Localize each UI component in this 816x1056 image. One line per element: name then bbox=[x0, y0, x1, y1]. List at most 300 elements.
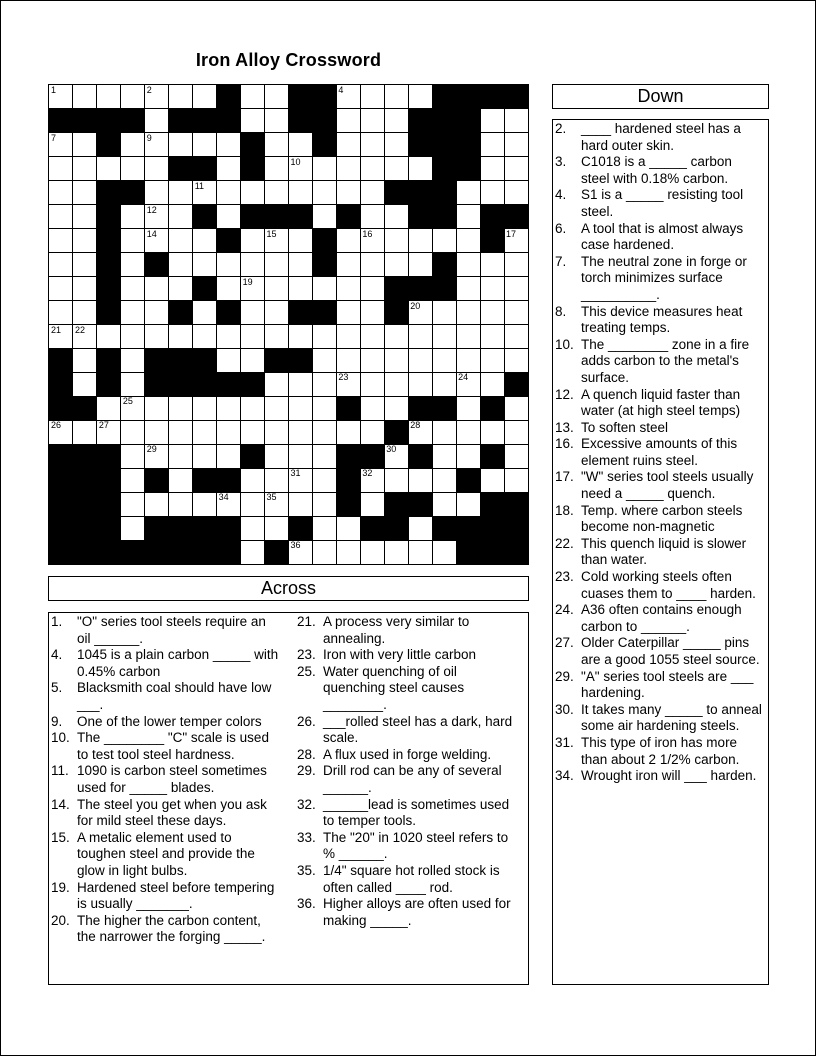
grid-cell[interactable] bbox=[336, 133, 360, 157]
across-clues-column-2 bbox=[297, 614, 522, 929]
grid-cell[interactable] bbox=[504, 325, 528, 349]
grid-cell[interactable] bbox=[169, 420, 193, 444]
grid-cell[interactable] bbox=[336, 277, 360, 301]
grid-cell-black bbox=[432, 253, 456, 277]
grid-cell[interactable] bbox=[49, 205, 73, 229]
grid-cell[interactable] bbox=[217, 181, 241, 205]
grid-cell[interactable] bbox=[504, 444, 528, 468]
grid-cell[interactable] bbox=[504, 157, 528, 181]
grid-cell[interactable] bbox=[289, 420, 313, 444]
grid-cell-black bbox=[145, 253, 169, 277]
grid-cell[interactable] bbox=[384, 372, 408, 396]
grid-cell[interactable] bbox=[504, 468, 528, 492]
grid-cell[interactable] bbox=[145, 109, 169, 133]
grid-cell[interactable] bbox=[336, 229, 360, 253]
grid-cell[interactable] bbox=[408, 348, 432, 372]
grid-cell[interactable] bbox=[360, 468, 384, 492]
grid-cell[interactable] bbox=[121, 420, 145, 444]
grid-cell[interactable] bbox=[289, 325, 313, 349]
grid-cell[interactable] bbox=[384, 205, 408, 229]
grid-cell[interactable] bbox=[336, 301, 360, 325]
grid-cell[interactable] bbox=[265, 181, 289, 205]
grid-cell[interactable] bbox=[193, 396, 217, 420]
grid-cell[interactable] bbox=[145, 181, 169, 205]
grid-cell[interactable] bbox=[432, 348, 456, 372]
grid-cell[interactable] bbox=[241, 468, 265, 492]
grid-cell[interactable] bbox=[217, 157, 241, 181]
grid-cell[interactable] bbox=[241, 516, 265, 540]
grid-cell[interactable] bbox=[312, 444, 336, 468]
grid-cell[interactable] bbox=[145, 205, 169, 229]
across-clue bbox=[51, 680, 281, 713]
grid-cell[interactable] bbox=[121, 157, 145, 181]
grid-cell[interactable] bbox=[121, 253, 145, 277]
grid-cell[interactable] bbox=[432, 229, 456, 253]
grid-cell[interactable] bbox=[432, 325, 456, 349]
grid-cell[interactable] bbox=[504, 253, 528, 277]
grid-cell[interactable] bbox=[360, 109, 384, 133]
grid-cell[interactable] bbox=[360, 325, 384, 349]
grid-cell[interactable] bbox=[145, 492, 169, 516]
grid-cell[interactable] bbox=[504, 420, 528, 444]
down-clue bbox=[555, 187, 763, 220]
grid-cell[interactable] bbox=[289, 181, 313, 205]
down-clue-text: This quench liquid is slower than water. bbox=[581, 535, 747, 568]
grid-cell[interactable] bbox=[73, 277, 97, 301]
grid-cell[interactable] bbox=[480, 157, 504, 181]
grid-cell[interactable] bbox=[312, 468, 336, 492]
grid-cell[interactable] bbox=[217, 325, 241, 349]
grid-cell[interactable] bbox=[408, 420, 432, 444]
grid-cell[interactable] bbox=[217, 444, 241, 468]
grid-cell[interactable] bbox=[384, 229, 408, 253]
grid-cell-black bbox=[121, 540, 145, 564]
grid-cell[interactable] bbox=[384, 133, 408, 157]
grid-cell[interactable] bbox=[121, 492, 145, 516]
across-clue bbox=[51, 913, 281, 946]
grid-cell[interactable] bbox=[169, 229, 193, 253]
grid-cell[interactable] bbox=[432, 372, 456, 396]
grid-cell[interactable] bbox=[408, 157, 432, 181]
grid-cell[interactable] bbox=[217, 492, 241, 516]
grid-cell[interactable] bbox=[456, 420, 480, 444]
grid-cell[interactable] bbox=[336, 348, 360, 372]
grid-cell[interactable] bbox=[289, 133, 313, 157]
grid-cell[interactable] bbox=[97, 85, 121, 109]
grid-cell[interactable] bbox=[384, 253, 408, 277]
grid-cell[interactable] bbox=[408, 85, 432, 109]
grid-cell[interactable] bbox=[432, 301, 456, 325]
grid-cell[interactable] bbox=[360, 253, 384, 277]
grid-cell[interactable] bbox=[408, 301, 432, 325]
grid-cell[interactable] bbox=[73, 372, 97, 396]
grid-cell[interactable] bbox=[193, 325, 217, 349]
grid-cell[interactable] bbox=[384, 396, 408, 420]
grid-cell[interactable] bbox=[241, 325, 265, 349]
grid-cell[interactable] bbox=[193, 253, 217, 277]
grid-cell[interactable] bbox=[456, 444, 480, 468]
grid-cell[interactable] bbox=[73, 181, 97, 205]
grid-cell[interactable] bbox=[480, 133, 504, 157]
grid-cell[interactable] bbox=[121, 468, 145, 492]
grid-cell[interactable] bbox=[169, 253, 193, 277]
grid-cell[interactable] bbox=[49, 157, 73, 181]
grid-cell[interactable] bbox=[49, 85, 73, 109]
grid-cell[interactable] bbox=[360, 492, 384, 516]
grid-cell[interactable] bbox=[289, 396, 313, 420]
grid-cell[interactable] bbox=[241, 253, 265, 277]
grid-cell-black bbox=[289, 85, 313, 109]
grid-cell[interactable] bbox=[312, 181, 336, 205]
grid-cell[interactable] bbox=[121, 516, 145, 540]
grid-cell[interactable] bbox=[289, 372, 313, 396]
grid-cell[interactable] bbox=[336, 372, 360, 396]
across-clue bbox=[297, 797, 522, 830]
grid-cell[interactable] bbox=[241, 229, 265, 253]
grid-cell[interactable] bbox=[312, 157, 336, 181]
grid-cell[interactable] bbox=[97, 325, 121, 349]
grid-cell[interactable] bbox=[504, 348, 528, 372]
grid-cell[interactable] bbox=[384, 468, 408, 492]
clue-number: 26 bbox=[51, 420, 62, 431]
grid-cell[interactable] bbox=[49, 277, 73, 301]
grid-cell[interactable] bbox=[265, 85, 289, 109]
grid-cell[interactable] bbox=[360, 420, 384, 444]
grid-cell[interactable] bbox=[480, 253, 504, 277]
grid-cell[interactable] bbox=[265, 492, 289, 516]
grid-cell[interactable] bbox=[265, 516, 289, 540]
grid-cell[interactable] bbox=[312, 516, 336, 540]
grid-cell[interactable] bbox=[336, 85, 360, 109]
grid-cell[interactable] bbox=[456, 396, 480, 420]
grid-cell[interactable] bbox=[265, 468, 289, 492]
grid-cell[interactable] bbox=[241, 420, 265, 444]
grid-cell[interactable] bbox=[241, 301, 265, 325]
grid-cell[interactable] bbox=[408, 540, 432, 564]
grid-cell[interactable] bbox=[360, 133, 384, 157]
grid-cell[interactable] bbox=[504, 133, 528, 157]
grid-cell[interactable] bbox=[456, 181, 480, 205]
grid-cell[interactable] bbox=[73, 253, 97, 277]
grid-cell[interactable] bbox=[432, 420, 456, 444]
grid-cell[interactable] bbox=[169, 181, 193, 205]
grid-cell[interactable] bbox=[504, 396, 528, 420]
grid-cell[interactable] bbox=[145, 301, 169, 325]
grid-cell-black bbox=[49, 468, 73, 492]
grid-cell[interactable] bbox=[217, 348, 241, 372]
grid-cell[interactable] bbox=[504, 277, 528, 301]
grid-cell[interactable] bbox=[145, 85, 169, 109]
grid-cell[interactable] bbox=[360, 157, 384, 181]
grid-cell[interactable] bbox=[73, 420, 97, 444]
grid-cell[interactable] bbox=[73, 85, 97, 109]
grid-cell[interactable] bbox=[360, 372, 384, 396]
grid-cell[interactable] bbox=[193, 181, 217, 205]
grid-cell[interactable] bbox=[384, 540, 408, 564]
grid-cell[interactable] bbox=[145, 325, 169, 349]
down-clue bbox=[555, 503, 763, 536]
grid-cell[interactable] bbox=[384, 325, 408, 349]
grid-cell[interactable] bbox=[289, 229, 313, 253]
grid-cell[interactable] bbox=[169, 205, 193, 229]
grid-cell[interactable] bbox=[169, 492, 193, 516]
grid-cell[interactable] bbox=[360, 229, 384, 253]
grid-cell[interactable] bbox=[456, 325, 480, 349]
grid-cell[interactable] bbox=[336, 109, 360, 133]
grid-cell[interactable] bbox=[312, 540, 336, 564]
grid-cell[interactable] bbox=[289, 253, 313, 277]
grid-cell[interactable] bbox=[241, 277, 265, 301]
grid-cell[interactable] bbox=[336, 420, 360, 444]
grid-cell[interactable] bbox=[49, 181, 73, 205]
grid-cell[interactable] bbox=[145, 229, 169, 253]
grid-cell[interactable] bbox=[49, 133, 73, 157]
grid-cell[interactable] bbox=[265, 229, 289, 253]
grid-cell[interactable] bbox=[241, 348, 265, 372]
grid-cell[interactable] bbox=[456, 492, 480, 516]
grid-cell[interactable] bbox=[121, 325, 145, 349]
grid-cell[interactable] bbox=[49, 420, 73, 444]
grid-cell[interactable] bbox=[145, 133, 169, 157]
grid-cell-black bbox=[49, 516, 73, 540]
grid-cell[interactable] bbox=[312, 348, 336, 372]
grid-cell[interactable] bbox=[265, 420, 289, 444]
grid-cell[interactable] bbox=[480, 468, 504, 492]
grid-cell[interactable] bbox=[384, 85, 408, 109]
grid-cell[interactable] bbox=[360, 301, 384, 325]
grid-cell[interactable] bbox=[289, 468, 313, 492]
grid-cell[interactable] bbox=[312, 420, 336, 444]
down-clue-text: The ________ zone in a fire adds carbon to the metal's surface. bbox=[581, 336, 750, 385]
grid-cell[interactable] bbox=[97, 420, 121, 444]
grid-cell[interactable] bbox=[360, 348, 384, 372]
grid-cell-black bbox=[289, 516, 313, 540]
grid-cell[interactable] bbox=[121, 133, 145, 157]
grid-cell[interactable] bbox=[456, 348, 480, 372]
grid-cell[interactable] bbox=[312, 205, 336, 229]
grid-cell[interactable] bbox=[480, 181, 504, 205]
grid-cell[interactable] bbox=[73, 301, 97, 325]
grid-cell[interactable] bbox=[289, 444, 313, 468]
grid-cell[interactable] bbox=[312, 396, 336, 420]
grid-cell[interactable] bbox=[384, 157, 408, 181]
grid-cell[interactable] bbox=[432, 444, 456, 468]
grid-cell[interactable] bbox=[289, 277, 313, 301]
grid-cell[interactable] bbox=[145, 396, 169, 420]
grid-cell[interactable] bbox=[97, 157, 121, 181]
grid-cell[interactable] bbox=[480, 277, 504, 301]
crossword-grid bbox=[48, 84, 529, 565]
grid-cell[interactable] bbox=[193, 444, 217, 468]
grid-cell[interactable] bbox=[312, 325, 336, 349]
grid-cell[interactable] bbox=[289, 492, 313, 516]
grid-cell[interactable] bbox=[193, 420, 217, 444]
grid-cell-black bbox=[97, 348, 121, 372]
grid-cell[interactable] bbox=[241, 109, 265, 133]
grid-cell[interactable] bbox=[408, 253, 432, 277]
grid-cell[interactable] bbox=[456, 372, 480, 396]
grid-cell-black bbox=[265, 540, 289, 564]
grid-cell[interactable] bbox=[504, 301, 528, 325]
grid-cell[interactable] bbox=[217, 205, 241, 229]
grid-cell[interactable] bbox=[145, 444, 169, 468]
grid-cell[interactable] bbox=[97, 396, 121, 420]
grid-cell[interactable] bbox=[336, 516, 360, 540]
down-clue-number: 7. bbox=[555, 253, 567, 269]
grid-cell[interactable] bbox=[241, 492, 265, 516]
grid-cell[interactable] bbox=[241, 181, 265, 205]
grid-cell[interactable] bbox=[241, 396, 265, 420]
grid-cell[interactable] bbox=[265, 133, 289, 157]
grid-cell[interactable] bbox=[121, 277, 145, 301]
grid-cell[interactable] bbox=[384, 444, 408, 468]
grid-cell[interactable] bbox=[289, 157, 313, 181]
grid-cell[interactable] bbox=[408, 229, 432, 253]
grid-cell[interactable] bbox=[241, 540, 265, 564]
grid-cell[interactable] bbox=[265, 109, 289, 133]
grid-cell[interactable] bbox=[49, 229, 73, 253]
grid-cell[interactable] bbox=[121, 444, 145, 468]
grid-cell[interactable] bbox=[336, 325, 360, 349]
grid-cell-black bbox=[360, 444, 384, 468]
grid-cell[interactable] bbox=[456, 253, 480, 277]
grid-cell[interactable] bbox=[408, 325, 432, 349]
grid-cell[interactable] bbox=[504, 181, 528, 205]
grid-cell[interactable] bbox=[121, 205, 145, 229]
grid-cell-black bbox=[217, 301, 241, 325]
down-clue-number: 2. bbox=[555, 121, 567, 136]
grid-cell[interactable] bbox=[121, 301, 145, 325]
grid-cell[interactable] bbox=[432, 540, 456, 564]
grid-cell[interactable] bbox=[408, 372, 432, 396]
grid-cell[interactable] bbox=[169, 325, 193, 349]
grid-cell[interactable] bbox=[73, 205, 97, 229]
grid-cell[interactable] bbox=[265, 372, 289, 396]
grid-cell[interactable] bbox=[384, 348, 408, 372]
grid-cell[interactable] bbox=[169, 468, 193, 492]
grid-cell[interactable] bbox=[217, 396, 241, 420]
grid-cell[interactable] bbox=[73, 133, 97, 157]
grid-cell[interactable] bbox=[49, 301, 73, 325]
grid-cell[interactable] bbox=[480, 348, 504, 372]
grid-cell[interactable] bbox=[241, 85, 265, 109]
grid-cell-black bbox=[432, 205, 456, 229]
grid-cell[interactable] bbox=[456, 205, 480, 229]
grid-cell[interactable] bbox=[360, 205, 384, 229]
across-clue-number: 25. bbox=[297, 663, 316, 679]
across-clue bbox=[297, 714, 522, 747]
grid-cell[interactable] bbox=[145, 277, 169, 301]
grid-cell[interactable] bbox=[360, 540, 384, 564]
grid-cell[interactable] bbox=[408, 516, 432, 540]
grid-cell[interactable] bbox=[312, 372, 336, 396]
grid-cell[interactable] bbox=[265, 277, 289, 301]
grid-cell[interactable] bbox=[265, 253, 289, 277]
grid-cell[interactable] bbox=[121, 85, 145, 109]
grid-cell[interactable] bbox=[193, 229, 217, 253]
grid-cell[interactable] bbox=[312, 492, 336, 516]
grid-cell[interactable] bbox=[73, 325, 97, 349]
across-clue-text: 1090 is carbon steel sometimes used for _____ blades. bbox=[77, 763, 267, 795]
grid-cell[interactable] bbox=[265, 396, 289, 420]
grid-cell[interactable] bbox=[169, 396, 193, 420]
grid-cell[interactable] bbox=[145, 420, 169, 444]
grid-cell[interactable] bbox=[480, 109, 504, 133]
grid-cell[interactable] bbox=[384, 109, 408, 133]
clue-number: 29 bbox=[146, 444, 157, 455]
grid-cell[interactable] bbox=[456, 277, 480, 301]
grid-cell[interactable] bbox=[49, 325, 73, 349]
grid-cell[interactable] bbox=[312, 277, 336, 301]
grid-cell[interactable] bbox=[169, 444, 193, 468]
grid-cell[interactable] bbox=[265, 157, 289, 181]
grid-cell[interactable] bbox=[73, 157, 97, 181]
clue-number: 35 bbox=[266, 492, 277, 503]
grid-cell[interactable] bbox=[49, 253, 73, 277]
grid-cell-black bbox=[312, 253, 336, 277]
grid-cell[interactable] bbox=[217, 253, 241, 277]
grid-cell[interactable] bbox=[456, 301, 480, 325]
grid-cell[interactable] bbox=[408, 468, 432, 492]
grid-cell[interactable] bbox=[73, 229, 97, 253]
grid-cell[interactable] bbox=[360, 277, 384, 301]
grid-cell[interactable] bbox=[145, 157, 169, 181]
grid-cell[interactable] bbox=[480, 325, 504, 349]
grid-cell[interactable] bbox=[432, 468, 456, 492]
grid-cell[interactable] bbox=[193, 85, 217, 109]
grid-cell[interactable] bbox=[456, 229, 480, 253]
grid-cell[interactable] bbox=[169, 85, 193, 109]
grid-cell[interactable] bbox=[193, 133, 217, 157]
grid-cell[interactable] bbox=[217, 277, 241, 301]
grid-cell[interactable] bbox=[169, 133, 193, 157]
across-clue-number: 35. bbox=[297, 862, 316, 878]
grid-cell[interactable] bbox=[336, 540, 360, 564]
grid-cell[interactable] bbox=[73, 348, 97, 372]
grid-cell-black bbox=[169, 540, 193, 564]
grid-cell[interactable] bbox=[217, 420, 241, 444]
grid-cell[interactable] bbox=[289, 540, 313, 564]
grid-cell-black bbox=[504, 516, 528, 540]
grid-cell[interactable] bbox=[504, 109, 528, 133]
grid-cell[interactable] bbox=[504, 229, 528, 253]
across-clue-text: The "20" in 1020 steel refers to % ______. bbox=[323, 829, 509, 862]
grid-cell[interactable] bbox=[265, 444, 289, 468]
grid-cell[interactable] bbox=[193, 492, 217, 516]
grid-cell[interactable] bbox=[480, 372, 504, 396]
grid-cell[interactable] bbox=[121, 229, 145, 253]
grid-cell[interactable] bbox=[217, 133, 241, 157]
grid-cell[interactable] bbox=[193, 301, 217, 325]
grid-cell[interactable] bbox=[265, 301, 289, 325]
grid-cell[interactable] bbox=[360, 181, 384, 205]
grid-cell[interactable] bbox=[336, 181, 360, 205]
grid-cell[interactable] bbox=[432, 492, 456, 516]
grid-cell[interactable] bbox=[360, 396, 384, 420]
grid-cell[interactable] bbox=[336, 253, 360, 277]
across-clue bbox=[51, 880, 281, 913]
grid-cell[interactable] bbox=[121, 372, 145, 396]
grid-cell[interactable] bbox=[265, 325, 289, 349]
down-clue-text: "A" series tool steels are ___ hardening. bbox=[581, 668, 754, 701]
grid-cell[interactable] bbox=[480, 301, 504, 325]
grid-cell[interactable] bbox=[480, 420, 504, 444]
grid-cell[interactable] bbox=[360, 85, 384, 109]
grid-cell[interactable] bbox=[169, 277, 193, 301]
grid-cell[interactable] bbox=[121, 396, 145, 420]
grid-cell[interactable] bbox=[336, 157, 360, 181]
grid-cell[interactable] bbox=[121, 348, 145, 372]
